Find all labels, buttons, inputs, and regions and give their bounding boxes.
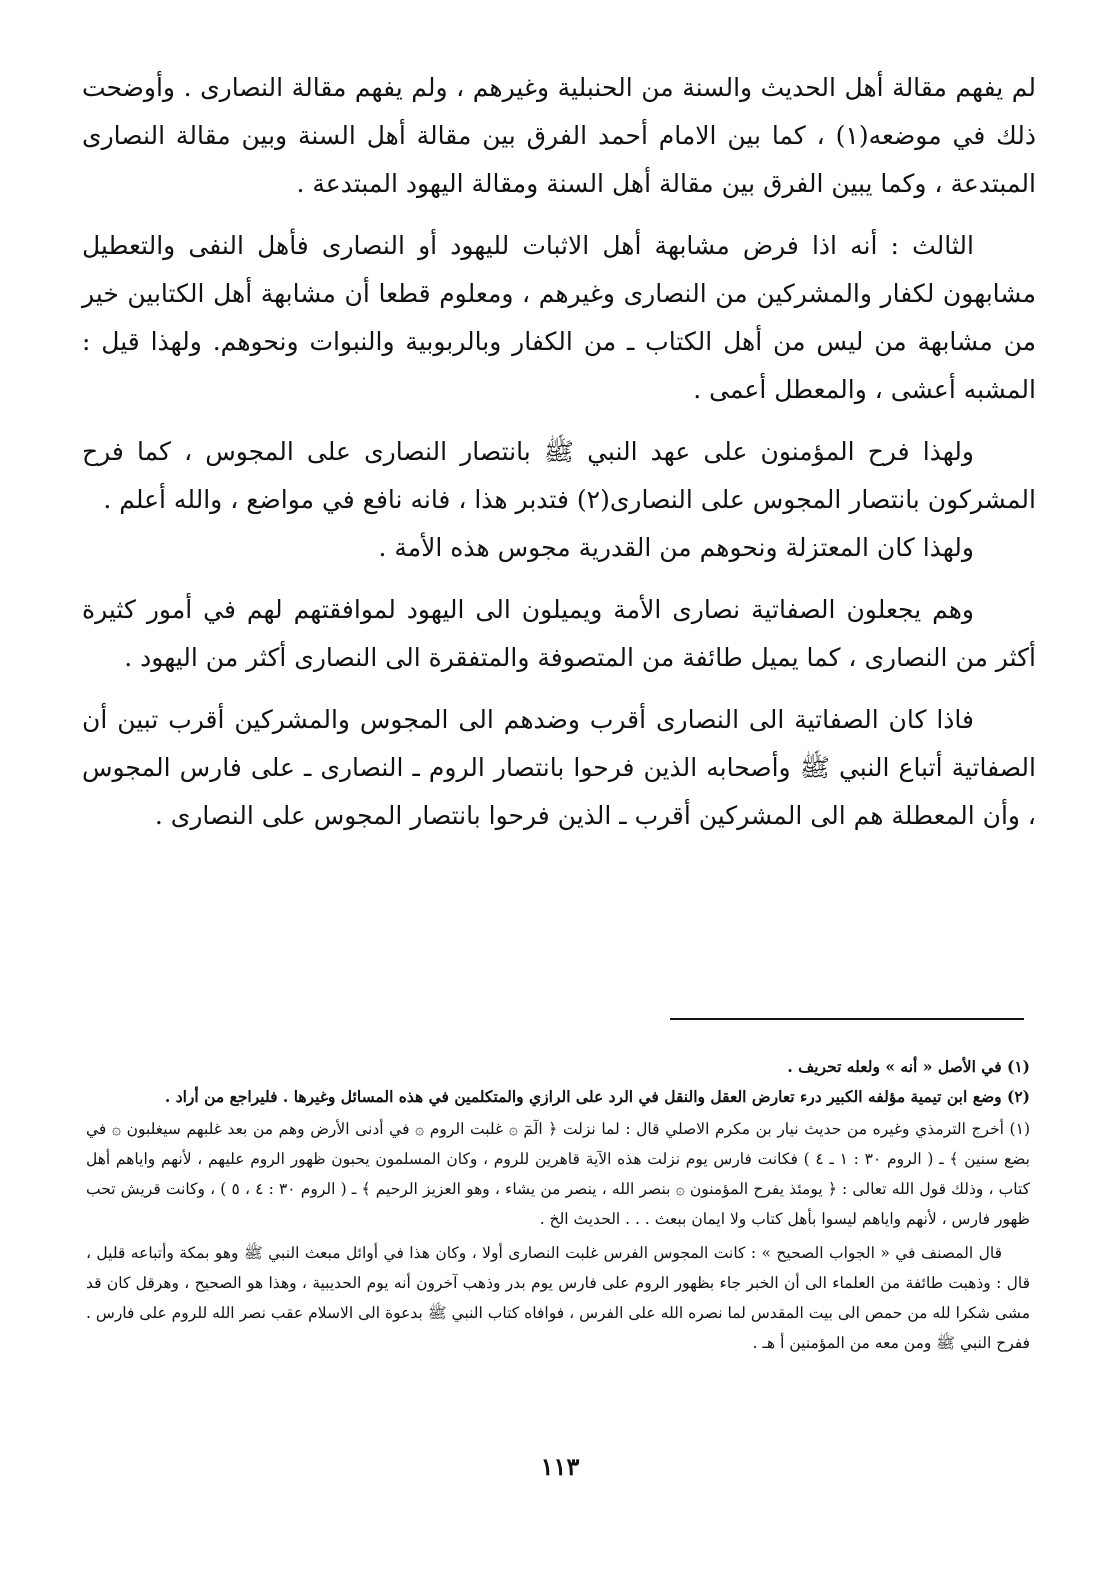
footnote-3-continuation: قال المصنف في « الجواب الصحيح » : كانت المجوس الفرس غلبت النصارى أولا ، وكان هذا في أوائل مبعث النبي ﷺ وهو بمكة وأتباعه قليل ، قال : وذهبت طائفة من العلماء الى أن الخبر جاء بظهور الروم على فارس يوم بدر وذهب آخرون أنه يوم الحديبية ، وهذا هو الصحيح ، وهرقل كان قد مشى شكرا لله من حمص الى بيت المقدس لما نصره الله على الفرس ، فوافاه كتاب النبي ﷺ بدعوة الى الاسلام عقب نصر الله للروم على فارس . ففرح النبي ﷺ ومن معه من المؤمنين أ هـ .: [86, 1244, 1030, 1352]
paragraph-2: الثالث : أنه اذا فرض مشابهة أهل الاثبات لليهود أو النصارى فأهل النفى والتعطيل مشابهون لكفار والمشركين من النصارى وغيرهم ، ومعلوم قطعا أن مشابهة أهل الكتابين خير من مشابهة من ليس من أهل الكتاب ـ من الكفار وبالربوبية والنبوات ونحوهم. ولهذا قيل : المشبه أعشى ، والمعطل أعمى .: [82, 231, 1036, 404]
paragraph-4: ولهذا كان المعتزلة ونحوهم من القدرية مجوس هذه الأمة .: [378, 533, 974, 562]
footnote-2: (٢) وضع ابن تيمية مؤلفه الكبير درء تعارض العقل والنقل في الرد على الرازي والمتكلمين في هذه المسائل وغيرها . فليراجع من أراد .: [164, 1087, 1030, 1106]
paragraph-1: لم يفهم مقالة أهل الحديث والسنة من الحنبلية وغيرهم ، ولم يفهم مقالة النصارى . وأوضحت ذلك في موضعه(١) ، كما بين الامام أحمد الفرق بين مقالة أهل السنة وبين مقالة النصارى المبتدعة ، وكما يبين الفرق بين مقالة أهل السنة ومقالة اليهود المبتدعة .: [82, 73, 1036, 198]
footnote-3: (١) أخرج الترمذي وغيره من حديث نيار بن مكرم الاصلي قال : لما نزلت ﴿ الٓمٓ ۞ غلبت الروم ۞ في أدنى الأرض وهم من بعد غلبهم سيغلبون ۞ في بضع سنين ﴾ ـ ( الروم ٣٠ : ١ ـ ٤ ) فكانت فارس يوم نزلت هذه الآية قاهرين للروم ، وكان المسلمون يحبون ظهور الروم عليهم ، لأنهم واياهم أهل كتاب ، وذلك قول الله تعالى : ﴿ يومئذ يفرح المؤمنون ۞ بنصر الله ، ينصر من يشاء ، وهو العزيز الرحيم ﴾ ـ ( الروم ٣٠ : ٤ ، ٥ ) ، وكانت قريش تحب ظهور فارس ، لأنهم واياهم ليسوا بأهل كتاب ولا ايمان ببعث . . . الحديث الخ .: [86, 1120, 1031, 1228]
paragraph-3: ولهذا فرح المؤمنون على عهد النبي ﷺ بانتصار النصارى على المجوس ، كما فرح المشركون بانتصار المجوس على النصارى(٢) فتدبر هذا ، فانه نافع في مواضع ، والله أعلم .: [82, 437, 1036, 514]
footnote-divider: [670, 1018, 1024, 1020]
footnote-1: (١) في الأصل « أنه » ولعله تحريف .: [787, 1057, 1030, 1076]
footnotes: [86, 1052, 1030, 1358]
paragraph-5: وهم يجعلون الصفاتية نصارى الأمة ويميلون الى اليهود لموافقتهم لهم في أمور كثيرة أكثر من النصارى ، كما يميل طائفة من المتصوفة والمتفقرة الى النصارى أكثر من اليهود .: [82, 595, 1036, 672]
paragraph-6: فاذا كان الصفاتية الى النصارى أقرب وضدهم الى المجوس والمشركين أقرب تبين أن الصفاتية أتباع النبي ﷺ وأصحابه الذين فرحوا بانتصار الروم ـ النصارى ـ على فارس المجوس ، وأن المعطلة هم الى المشركين أقرب ـ الذين فرحوا بانتصار المجوس على النصارى .: [82, 705, 1036, 830]
page-number: ١١٣: [540, 1452, 580, 1481]
main-text: [82, 64, 1036, 852]
